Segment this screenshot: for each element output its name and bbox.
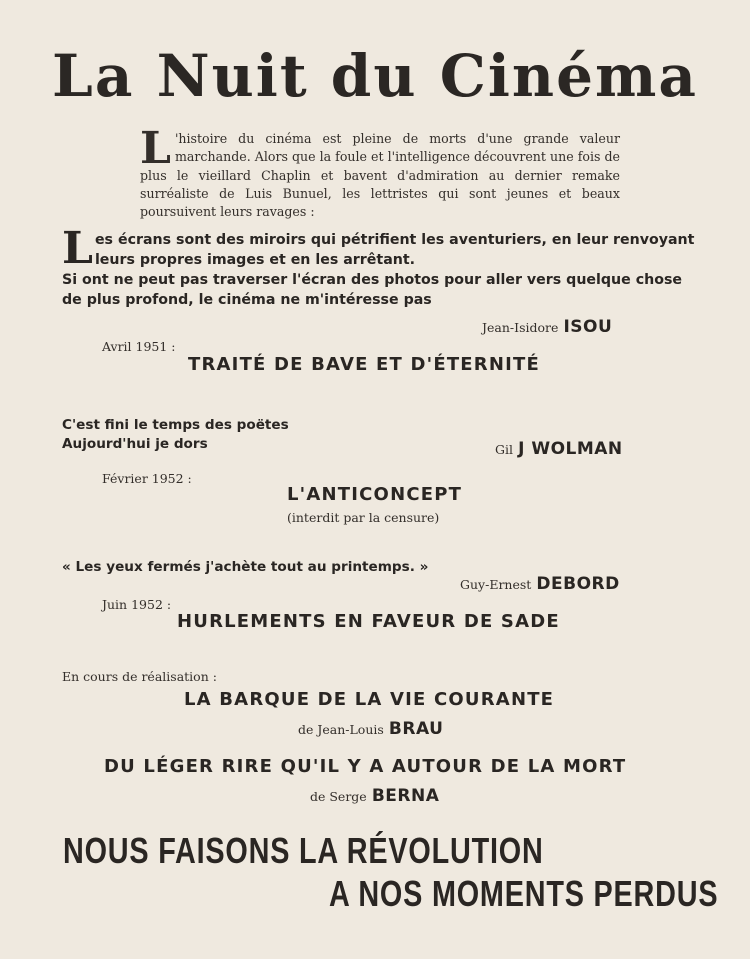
berna-prefix: de Serge	[310, 789, 367, 804]
in-progress-label: En cours de réalisation :	[62, 669, 217, 684]
isou-prefix: Jean-Isidore	[482, 320, 559, 335]
brau-credit	[298, 719, 443, 739]
debord-film-title: HURLEMENTS EN FAVEUR DE SADE	[177, 611, 560, 632]
intro-text: 'histoire du cinéma est pleine de morts d'une grande valeur marchande. Alors que la foule et l'intelligence découvrent une fois de plus le vieillard Chaplin et bavent d'admiration au dernier remake surréaliste de Luis Bunuel, les lettristes qui sont jeunes et beaux poursuivent leurs ravages :	[140, 131, 620, 220]
wolman-prefix: Gil	[495, 442, 513, 457]
wolman-name: J WOLMAN	[518, 439, 623, 459]
manifesto-paragraph	[62, 223, 702, 310]
debord-date: Juin 1952 :	[102, 597, 172, 612]
slogan-line-2: A NOS MOMENTS PERDUS	[329, 873, 719, 914]
brau-prefix: de Jean-Louis	[298, 722, 384, 737]
leger-rire-film-title: DU LÉGER RIRE QU'IL Y A AUTOUR DE LA MORT	[104, 756, 627, 777]
debord-quote: « Les yeux fermés j'achète tout au printemps. »	[62, 559, 429, 575]
poster-title: La Nuit du Cinéma	[52, 42, 698, 110]
berna-credit	[310, 786, 439, 806]
debord-credit	[460, 574, 620, 594]
isou-name: ISOU	[563, 317, 613, 337]
berna-name: BERNA	[371, 786, 440, 806]
manifesto-line-4: de plus profond, le cinéma ne m'intéresse pas	[62, 292, 432, 308]
manifesto-line-3: Si ont ne peut pas traverser l'écran des photos pour aller vers quelque chose	[62, 272, 683, 288]
intro-paragraph	[140, 123, 620, 221]
debord-prefix: Guy-Ernest	[460, 577, 532, 592]
wolman-credit	[495, 439, 623, 459]
wolman-quote-line-2: Aujourd'hui je dors	[62, 436, 208, 452]
manifesto-drop-cap: L	[62, 223, 93, 274]
wolman-date: Février 1952 :	[102, 471, 192, 486]
isou-film-title: TRAITÉ DE BAVE ET D'ÉTERNITÉ	[188, 354, 540, 375]
isou-credit	[482, 317, 612, 337]
brau-name: BRAU	[388, 719, 444, 739]
manifesto-line-1: es écrans sont des miroirs qui pétrifient les aventuriers, en leur renvoyant	[94, 232, 695, 248]
wolman-quote-line-1: C'est fini le temps des poëtes	[62, 417, 289, 433]
isou-date: Avril 1951 :	[102, 339, 176, 354]
barque-film-title: LA BARQUE DE LA VIE COURANTE	[184, 689, 555, 710]
wolman-film-note: (interdit par la censure)	[287, 510, 440, 525]
wolman-film-title: L'ANTICONCEPT	[287, 484, 463, 505]
debord-name: DEBORD	[536, 574, 620, 594]
intro-drop-cap: L	[140, 123, 171, 174]
manifesto-line-2: leurs propres images et en les arrêtant.	[94, 252, 416, 268]
slogan-line-1: NOUS FAISONS LA RÉVOLUTION	[63, 830, 544, 871]
